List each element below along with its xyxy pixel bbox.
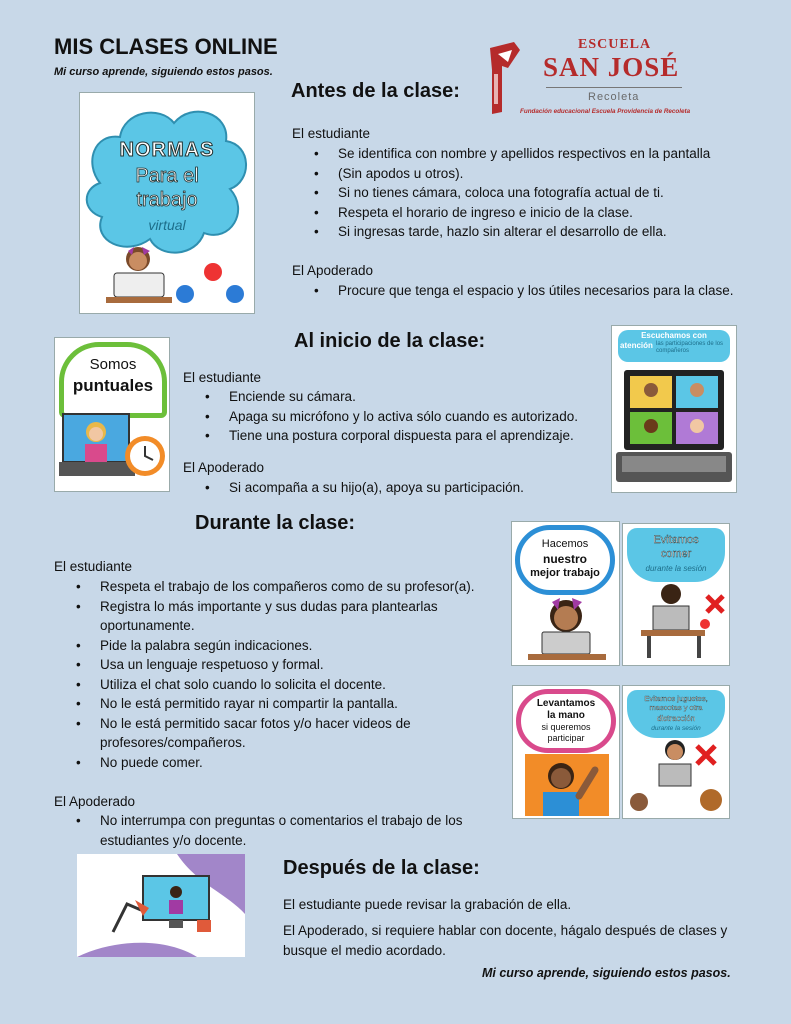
inicio-guardian-list (205, 478, 605, 498)
speaker-icon (226, 285, 244, 303)
puntuales-word: puntuales (72, 376, 154, 395)
antes-student-label: El estudiante (292, 126, 371, 141)
mejor-l3: mejor trabajo (530, 567, 600, 579)
durante-student-list (76, 577, 496, 772)
list-item: • Usa un lenguaje respetuoso y formal. (76, 655, 496, 675)
section-title-antes: Antes de la clase: (291, 80, 460, 102)
list-item: • No le está permitido rayar ni compartir la pantalla. (76, 694, 496, 714)
list-item: • Procure que tenga el espacio y los útiles necesarios para la clase. (314, 281, 764, 301)
inicio-student-list (205, 387, 615, 446)
card-comer (622, 523, 730, 666)
list-item: • No puede comer. (76, 753, 496, 773)
list-item: • Si no tienes cámara, coloca una fotografía actual de ti. (314, 183, 744, 203)
juguetes-l3: durante la sesión (651, 725, 701, 732)
card-puntuales (54, 337, 170, 492)
despues-line-1: El estudiante puede revisar la grabación de ella. (283, 897, 572, 912)
inicio-guardian-label: El Apoderado (183, 460, 265, 475)
mano-l1: Levantamos (536, 698, 596, 709)
list-item: • Si ingresas tarde, hazlo sin alterar el desarrollo de ella. (314, 222, 744, 242)
toys-pets-prohibited-icon (625, 738, 727, 816)
laptop-clock-icon (59, 406, 167, 488)
list-item: • Se identifica con nombre y apellidos respectivos en la pantalla (314, 144, 744, 164)
normas-trabajo: trabajo (136, 189, 198, 211)
card-normas (79, 92, 255, 314)
mano-l4: participar (547, 733, 585, 743)
mano-l3: si queremos (541, 722, 591, 732)
normas-word: NORMAS (119, 139, 215, 161)
mic-muted-icon (204, 263, 222, 281)
logo-line-name: SAN JOSÉ (543, 52, 680, 82)
normas-para: Para el (135, 165, 199, 187)
logo-line-recoleta: Recoleta (588, 91, 640, 103)
antes-guardian-list (314, 281, 764, 301)
student-laptop-icon (106, 243, 176, 307)
logo-divider (546, 87, 682, 88)
mejor-l1: Hacemos (541, 538, 589, 550)
camera-icon (176, 285, 194, 303)
girl-laptop-icon (522, 596, 612, 662)
list-item: • Respeta el horario de ingreso e inicio de la clase. (314, 203, 744, 223)
page-subtitle: Mi curso aprende, siguiendo estos pasos. (54, 66, 273, 78)
list-item: • Utiliza el chat solo cuando lo solicita el docente. (76, 675, 496, 695)
logo-line-foundation: Fundación educacional Escuela Providencia de Recoleta (520, 108, 691, 115)
durante-guardian-list (76, 811, 496, 850)
page-title: MIS CLASES ONLINE (54, 34, 278, 59)
antes-student-list (314, 144, 744, 242)
list-item: • (Sin apodos u otros). (314, 164, 744, 184)
escuchamos-l3: las participaciones de los compañeros (656, 341, 724, 354)
closing-motto: Mi curso aprende, siguiendo estos pasos. (482, 966, 731, 980)
escuchamos-l1: Escuchamos con (641, 331, 707, 340)
logo-line-escuela: ESCUELA (578, 37, 652, 52)
card-mejor-trabajo (511, 521, 620, 666)
video-grid-laptop-icon (614, 366, 734, 490)
list-item: • Tiene una postura corporal dispuesta para el aprendizaje. (205, 426, 615, 446)
puntuales-somos: Somos (89, 356, 137, 373)
list-item: • No le está permitido sacar fotos y/o hacer videos de profesores/compañeros. (76, 714, 460, 753)
raise-hand-icon (525, 752, 609, 816)
section-title-durante: Durante la clase: (195, 512, 356, 534)
list-item: • Pide la palabra según indicaciones. (76, 636, 496, 656)
list-item: • Si acompaña a su hijo(a), apoya su participación. (205, 478, 605, 498)
inicio-student-label: El estudiante (183, 370, 262, 385)
school-crest-icon (484, 40, 526, 116)
teacher-monitor-icon (77, 854, 245, 957)
list-item: • No interrumpa con preguntas o comentarios el trabajo de los estudiantes y/o docente. (76, 811, 496, 850)
list-item: • Apaga su micrófono y lo activa sólo cuando es autorizado. (205, 407, 615, 427)
card-escuchamos (611, 325, 737, 493)
durante-student-label: El estudiante (54, 559, 133, 574)
juguetes-l1: Evitamos juguetes, mascotas y otra (644, 694, 708, 712)
comer-l3: durante la sesión (645, 564, 707, 573)
mejor-l2: nuestro (542, 552, 587, 566)
antes-guardian-label: El Apoderado (292, 263, 374, 278)
mano-l2: la mano (547, 710, 585, 721)
section-title-inicio: Al inicio de la clase: (294, 330, 486, 352)
juguetes-l2: distracción (656, 714, 696, 723)
despues-line-2: El Apoderado, si requiere hablar con docente, hágalo después de clases y busque el medio acordado. (283, 923, 728, 958)
card-mano (512, 685, 620, 819)
card-despues (77, 854, 245, 957)
section-title-despues: Después de la clase: (283, 857, 480, 879)
list-item: • Enciende su cámara. (205, 387, 615, 407)
escuchamos-l2: atención (620, 341, 653, 350)
list-item: • Registra lo más importante y sus dudas para plantearlas oportunamente. (76, 597, 470, 636)
eating-prohibited-icon (627, 580, 727, 662)
durante-guardian-label: El Apoderado (54, 794, 136, 809)
comer-l1: Evitamos (653, 534, 699, 546)
card-juguetes (622, 685, 730, 819)
list-item: • Respeta el trabajo de los compañeros como de su profesor(a). (76, 577, 496, 597)
normas-virtual: virtual (148, 217, 186, 233)
comer-l2: comer (660, 548, 692, 560)
